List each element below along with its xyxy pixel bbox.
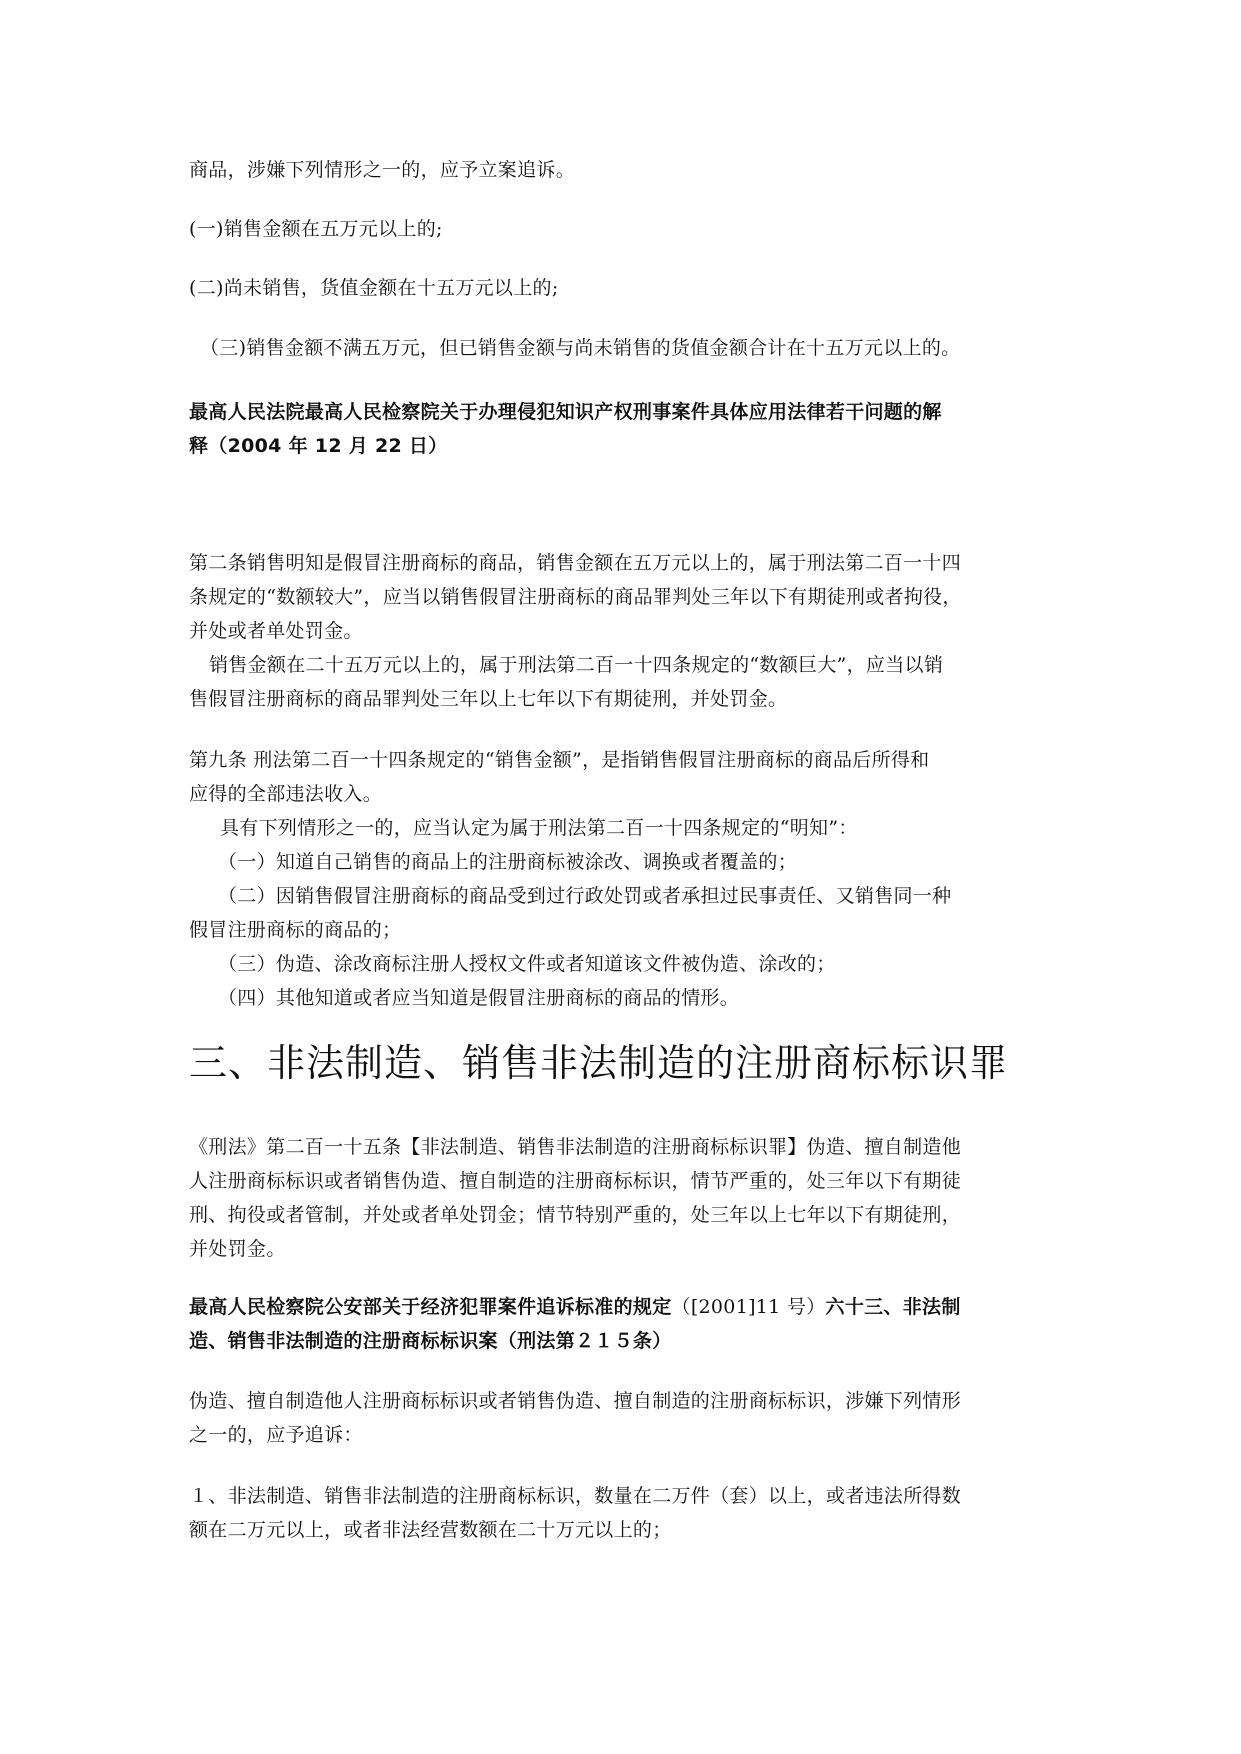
article-9-item-2a: （二）因销售假冒注册商标的商品受到过行政处罚或者承担过民事责任、又销售同一种	[218, 885, 952, 907]
article-9-item-3: （三）伪造、涂改商标注册人授权文件或者知道该文件被伪造、涂改的；	[218, 953, 836, 975]
criminal-law-line-4: 并处罚金。	[189, 1238, 286, 1260]
criminal-law-line-1: 《刑法》第二百一十五条【非法制造、销售非法制造的注册商标标识罪】伪造、擅自制造他	[189, 1136, 962, 1158]
article-2-line-1: 第二条销售明知是假冒注册商标的商品，销售金额在五万元以上的，属于刑法第二百一十四	[189, 552, 962, 574]
regulation-title-line-1	[189, 1292, 1059, 1322]
article-9-item-2b: 假冒注册商标的商品的；	[189, 919, 402, 941]
list-item-3: （三)销售金额不满五万元，但已销售金额与尚未销售的货值金额合计在十五万元以上的。	[200, 337, 961, 359]
article-9-line-3: 具有下列情形之一的，应当认定为属于刑法第二百一十四条规定的“明知”：	[220, 817, 858, 839]
paragraph-intro: 商品，涉嫌下列情形之一的，应予立案追诉。	[189, 159, 576, 181]
regulation-item-1-line-1: １、非法制造、销售非法制造的注册商标标识，数量在二万件（套）以上，或者违法所得数	[189, 1485, 962, 1507]
article-2-line-2: 条规定的“数额较大”，应当以销售假冒注册商标的商品罪判处三年以下有期徒刑或者拘役，	[189, 586, 962, 608]
interpretation-title-line-1: 最高人民法院最高人民检察院关于办理侵犯知识产权刑事案件具体应用法律若干问题的解	[189, 401, 942, 423]
article-9-line-1: 第九条 刑法第二百一十四条规定的“销售金额”，是指销售假冒注册商标的商品后所得和	[189, 749, 930, 771]
list-item-1: (一)销售金额在五万元以上的;	[189, 218, 443, 240]
regulation-paragraph-line-2: 之一的，应予追诉：	[189, 1424, 363, 1446]
criminal-law-line-2: 人注册商标标识或者销售伪造、擅自制造的注册商标标识，情节严重的，处三年以下有期徒	[189, 1170, 962, 1192]
regulation-title-name: 最高人民检察院公安部关于经济犯罪案件追诉标准的规定	[189, 1296, 672, 1318]
article-2-line-5: 售假冒注册商标的商品罪判处三年以上七年以下有期徒刑，并处罚金。	[189, 688, 788, 710]
criminal-law-line-3: 刑、拘役或者管制，并处或者单处罚金；情节特别严重的，处三年以上七年以下有期徒刑，	[189, 1204, 962, 1226]
regulation-item-1-line-2: 额在二万元以上，或者非法经营数额在二十万元以上的；	[189, 1519, 672, 1541]
article-9-item-1: （一）知道自己销售的商品上的注册商标被涂改、调换或者覆盖的；	[218, 851, 798, 873]
regulation-paragraph-line-1: 伪造、擅自制造他人注册商标标识或者销售伪造、擅自制造的注册商标标识，涉嫌下列情形	[189, 1390, 962, 1412]
article-9-item-4: （四）其他知道或者应当知道是假冒注册商标的商品的情形。	[218, 987, 740, 1009]
article-2-line-3: 并处或者单处罚金。	[189, 620, 363, 642]
interpretation-title-line-2: 释（2004 年 12 月 22 日）	[189, 435, 448, 457]
section-heading: 三、非法制造、销售非法制造的注册商标标识罪	[189, 1041, 1009, 1085]
regulation-title-line-2: 造、销售非法制造的注册商标标识案（刑法第２１５条）	[189, 1330, 672, 1352]
regulation-title-number: （[2001]11 号）	[671, 1296, 826, 1318]
list-item-2: (二)尚未销售，货值金额在十五万元以上的;	[189, 277, 559, 299]
regulation-title-section: 六十三、非法制	[825, 1296, 961, 1318]
article-9-line-2: 应得的全部违法收入。	[189, 783, 383, 805]
article-2-line-4: 销售金额在二十五万元以上的，属于刑法第二百一十四条规定的“数额巨大”，应当以销	[209, 654, 944, 676]
